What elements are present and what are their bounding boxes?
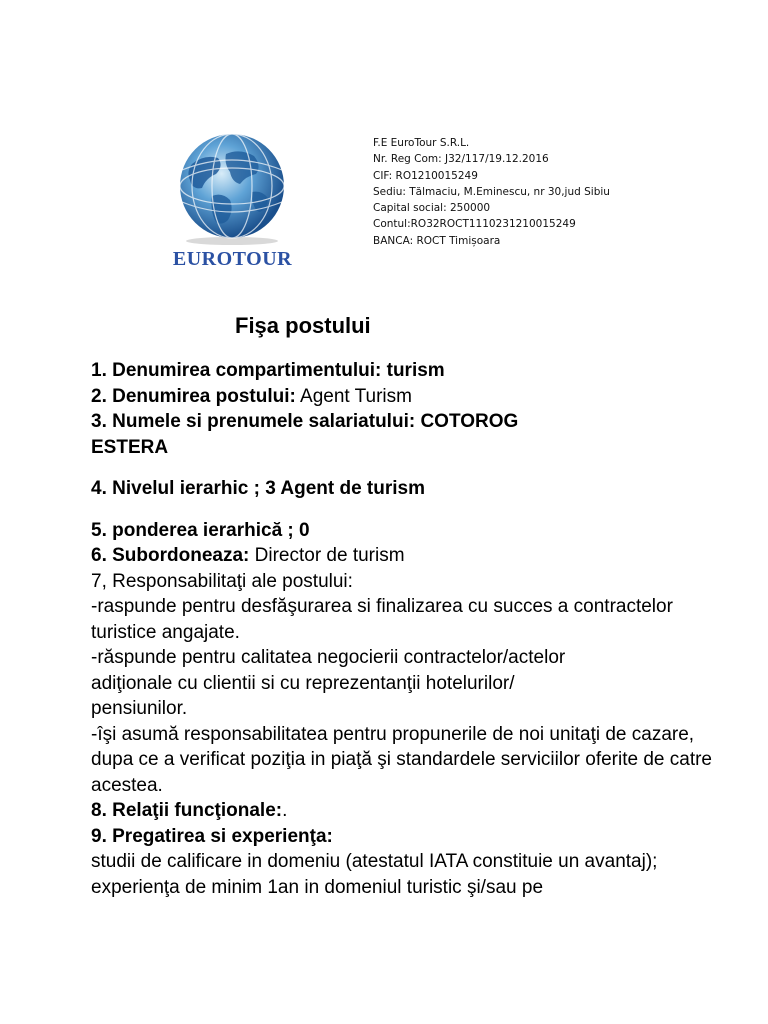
item-hierarchy-level: 4. Nivelul ierarhic ; 3 Agent de turism	[91, 478, 426, 499]
item-hierarchy-weight: 5. ponderea ierarhică ; 0	[91, 519, 310, 541]
responsibility-2-line1: -răspunde pentru calitatea negocierii contractelor/actelor	[91, 647, 566, 668]
company-name: F.E EuroTour S.R.L.	[373, 137, 470, 149]
bank-name: BANCA: ROCT Timișoara	[373, 234, 501, 247]
responsibility-1: -raspunde pentru desfăşurarea si finalizarea cu succes a contractelor turistice angajate.	[91, 596, 673, 643]
item-department: 1. Denumirea compartimentului: turism	[91, 360, 445, 381]
document-body	[91, 358, 731, 900]
registration-number: Nr. Reg Com: J32/117/19.12.2016	[373, 153, 549, 166]
bank-account: Contul:RO32ROCT1110231210015249	[373, 218, 576, 231]
item-training-heading: 9. Pregatirea si experienţa:	[91, 825, 333, 847]
logo-text: EUROTOUR	[172, 248, 293, 270]
share-capital: Capital social: 250000	[373, 202, 491, 215]
globe-icon	[160, 130, 305, 245]
item-subordination-label: 6. Subordoneaza:	[91, 545, 250, 566]
company-logo	[160, 130, 305, 280]
item-subordination-value: Director de turism	[249, 545, 405, 566]
responsibility-2-line2: adiţionale cu clientii si cu reprezentanţii hotelurilor/	[91, 672, 515, 694]
responsibility-3: -îşi asumă responsabilitatea pentru propunerile de noi unitaţi de cazare, dupa ce a verificat poziţia in piaţă şi standardele serviciilor oferite de catre acestea.	[91, 723, 712, 796]
item-functional-relations-value: .	[282, 800, 288, 821]
item-job-title	[91, 384, 731, 410]
training-line-2: experienţa de minim 1an in domeniul turistic şi/sau pe	[91, 876, 544, 898]
cif: CIF: RO1210015249	[373, 169, 478, 182]
headquarters: Sediu: Tălmaciu, M.Eminescu, nr 30,jud Sibiu	[373, 185, 610, 198]
item-job-title-value: Agent Turism	[295, 385, 412, 407]
responsibility-2-line3: pensiunilor.	[91, 698, 188, 719]
item-functional-relations	[91, 798, 731, 824]
training-line-1: studii de calificare in domeniu (atestatul IATA constituie un avantaj);	[91, 851, 658, 872]
item-functional-relations-label: 8. Relaţii funcţionale:	[91, 800, 283, 821]
company-info	[373, 135, 610, 249]
item-job-title-label: 2. Denumirea postului:	[91, 385, 296, 407]
item-responsibilities-heading: 7, Responsabilitaţi ale postului:	[91, 570, 353, 592]
item-employee-name-line1: 3. Numele si prenumele salariatului: COTOROG	[91, 411, 519, 432]
item-subordination	[91, 543, 731, 569]
item-employee-name-line2: ESTERA	[91, 436, 169, 458]
document-title: Fişa postului	[235, 313, 371, 338]
